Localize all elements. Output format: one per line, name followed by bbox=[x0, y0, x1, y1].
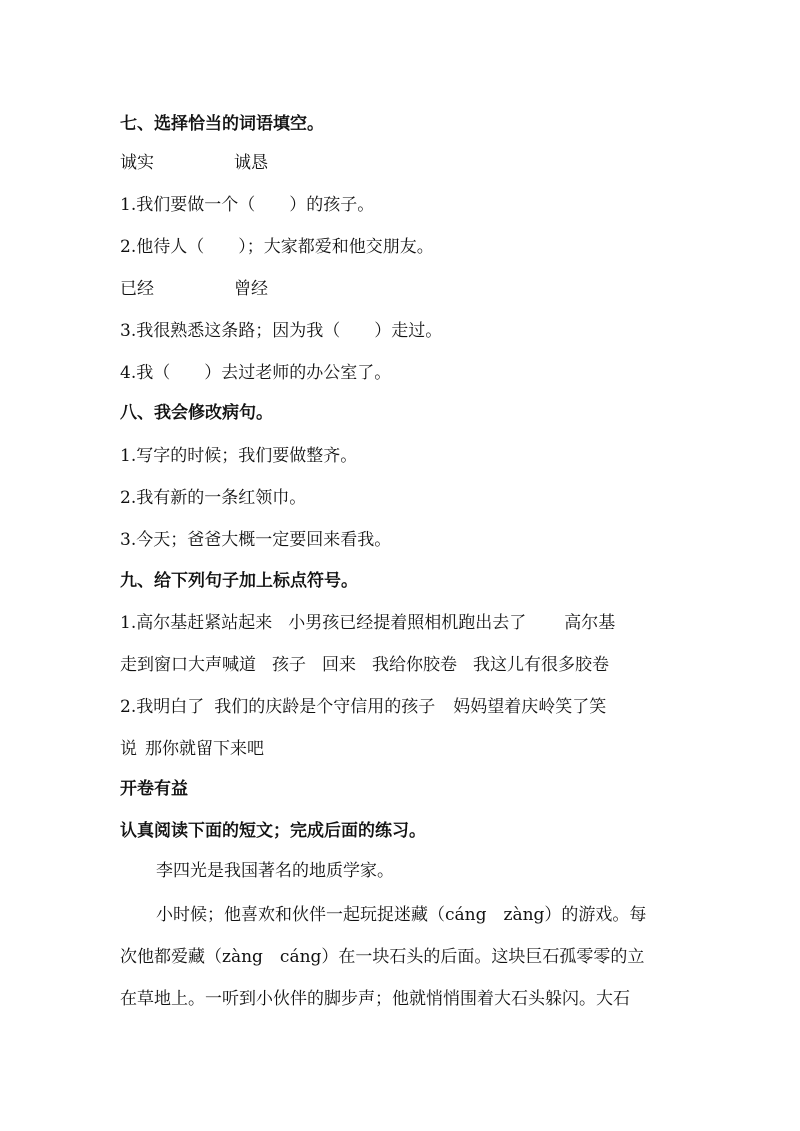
sentence-fragment: 我这儿有很多胶卷 bbox=[473, 655, 609, 675]
sentence-fragment: 说 bbox=[120, 739, 137, 759]
question-7-2: 2.他待人（ ）；大家都爱和他交朋友。 bbox=[120, 237, 434, 257]
word-option: 诚恳 bbox=[234, 153, 268, 173]
question-8-2: 2.我有新的一条红领巾。 bbox=[120, 488, 307, 508]
section8-heading: 八、我会修改病句。 bbox=[120, 403, 273, 423]
passage-paragraph-2-line2: 次他都爱藏（zàng cáng）在一块石头的后面。这块巨石孤零零的立 bbox=[120, 947, 645, 967]
passage-paragraph-2-line1: 小时候；他喜欢和伙伴一起玩捉迷藏（cáng zàng）的游戏。每 bbox=[156, 905, 647, 925]
word-pair-2 bbox=[120, 277, 690, 301]
section9-heading: 九、给下列句子加上标点符号。 bbox=[120, 571, 358, 591]
question-7-4: 4.我（ ）去过老师的办公室了。 bbox=[120, 363, 392, 383]
question-7-3: 3.我很熟悉这条路；因为我（ ）走过。 bbox=[120, 321, 443, 341]
reading-instruction: 认真阅读下面的短文；完成后面的练习。 bbox=[120, 821, 426, 841]
sentence-fragment: 那你就留下来吧 bbox=[145, 739, 264, 759]
word-pair-1 bbox=[120, 151, 690, 175]
question-9-2-line2 bbox=[120, 737, 690, 761]
sentence-fragment: 妈妈望着庆岭笑了笑 bbox=[453, 697, 607, 717]
question-8-1: 1.写字的时候；我们要做整齐。 bbox=[120, 446, 358, 466]
sentence-fragment: 2.我明白了 bbox=[120, 697, 205, 717]
word-option: 曾经 bbox=[234, 279, 268, 299]
sentence-fragment: 我们的庆龄是个守信用的孩子 bbox=[214, 697, 436, 717]
passage-paragraph-1: 李四光是我国著名的地质学家。 bbox=[156, 861, 394, 881]
word-option: 诚实 bbox=[120, 153, 154, 173]
section7-heading: 七、选择恰当的词语填空。 bbox=[120, 114, 324, 134]
sentence-fragment: 孩子 bbox=[272, 655, 306, 675]
sentence-fragment: 我给你胶卷 bbox=[372, 655, 457, 675]
reading-section-title: 开卷有益 bbox=[120, 779, 188, 799]
sentence-fragment: 走到窗口大声喊道 bbox=[120, 655, 256, 675]
passage-paragraph-2-line3: 在草地上。一听到小伙伴的脚步声；他就悄悄围着大石头躲闪。大石 bbox=[120, 989, 630, 1009]
word-option: 已经 bbox=[120, 279, 154, 299]
sentence-fragment: 回来 bbox=[322, 655, 356, 675]
sentence-fragment: 高尔基 bbox=[564, 613, 616, 633]
question-9-1-line1 bbox=[120, 611, 690, 635]
sentence-fragment: 小男孩已经提着照相机跑出去了 bbox=[288, 613, 527, 633]
sentence-fragment: 1.高尔基赶紧站起来 bbox=[120, 613, 273, 633]
question-9-1-line2 bbox=[120, 653, 690, 677]
question-7-1: 1.我们要做一个（ ）的孩子。 bbox=[120, 195, 375, 215]
question-8-3: 3.今天；爸爸大概一定要回来看我。 bbox=[120, 530, 392, 550]
question-9-2-line1 bbox=[120, 695, 690, 719]
